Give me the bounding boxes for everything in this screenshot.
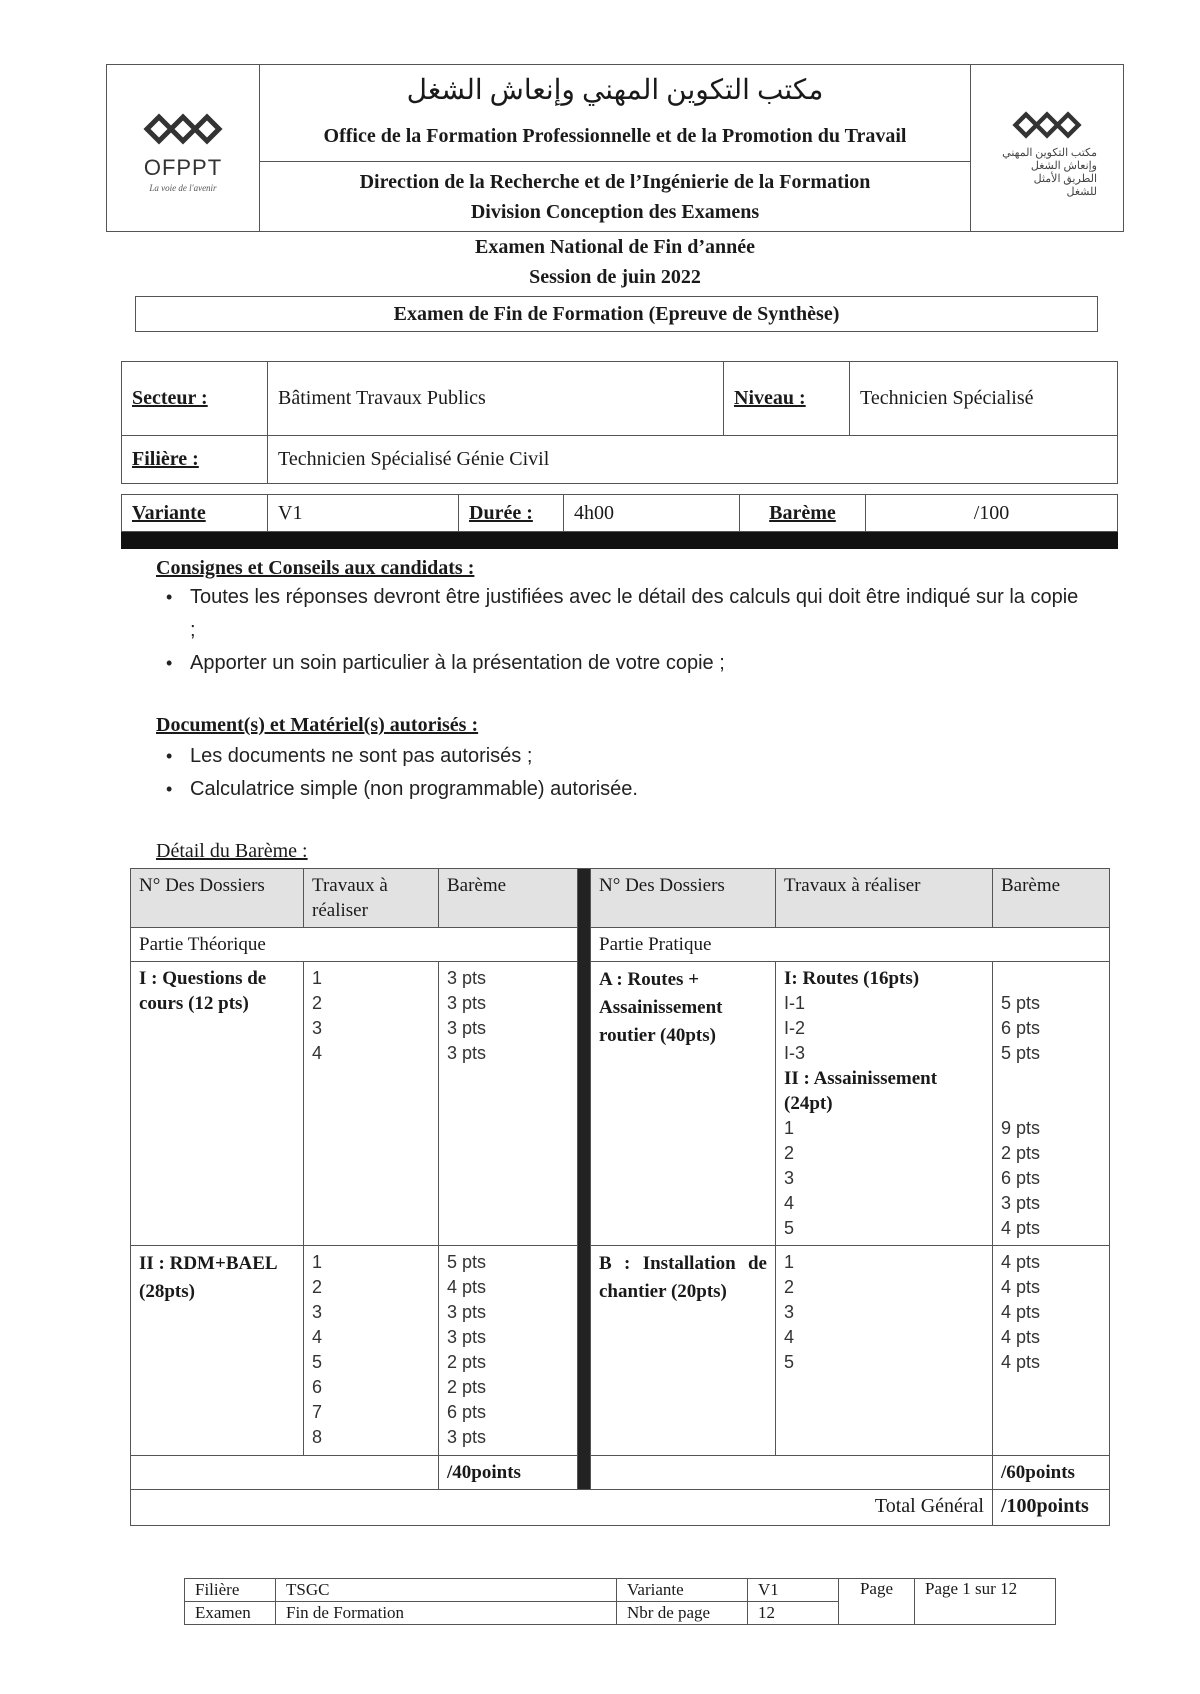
- header-block: [106, 64, 1124, 232]
- list-item: • Apporter un soin particulier à la présentation de votre copie ;: [156, 647, 1086, 680]
- footer-variante-value: V1: [748, 1579, 839, 1602]
- duree-label: Durée :: [469, 501, 533, 524]
- secteur-label: Secteur :: [132, 387, 208, 409]
- header-dossiers-right: N° Des Dossiers: [591, 869, 776, 928]
- list-item: • Toutes les réponses devront être justifiées avec le détail des calculs qui doit être indiqué sur la copie ;: [156, 581, 1086, 647]
- section-b-label: B : Installation de chantier (20pts): [591, 1246, 776, 1456]
- duree-value: 4h00: [564, 495, 740, 532]
- right-logo-arabic: مكتب التكوين المهني وإنعاش الشغل الطريق الأمثل للشغل: [1002, 147, 1097, 198]
- direction-title: Direction de la Recherche et de l’Ingénierie de la Formation: [359, 171, 871, 193]
- exam-session: Session de juin 2022: [529, 266, 701, 288]
- total-right: /60points: [993, 1456, 1110, 1490]
- footer-page-value: Page 1 sur 12: [915, 1579, 1056, 1625]
- ofppt-mark-icon: [107, 111, 259, 152]
- section-a-items: I: Routes (16pts) I-1 I-2 I-3 II : Assainissement (24pt) 1 2 3 4 5: [776, 962, 993, 1246]
- secteur-value: Bâtiment Travaux Publics: [268, 362, 724, 436]
- consignes-list: [156, 581, 1086, 680]
- q1-label: I : Questions de cours (12 pts): [131, 962, 304, 1246]
- total-left: /40points: [439, 1456, 578, 1490]
- ofppt-logo-left: [107, 65, 260, 231]
- list-item: • Les documents ne sont pas autorisés ;: [156, 740, 1086, 773]
- ofppt-logo-text: OFPPT: [143, 155, 223, 180]
- ofppt-mark-right-icon: [971, 109, 1123, 146]
- q1-points: 3 pts 3 pts 3 pts 3 pts: [439, 962, 578, 1246]
- documents-title: Document(s) et Matériel(s) autorisés :: [156, 714, 479, 736]
- header-bareme-right: Barème: [993, 869, 1110, 928]
- section-b-items: 1 2 3 4 5: [776, 1246, 993, 1456]
- arabic-title: مكتب التكوين المهني وإنعاش الشغل: [406, 75, 824, 106]
- separator-bar: [121, 532, 1118, 549]
- bareme-value: /100: [866, 495, 1118, 532]
- variante-value: V1: [268, 495, 459, 532]
- footer-nbr-label: Nbr de page: [617, 1602, 748, 1625]
- q2-items: 1 2 3 4 5 6 7 8: [304, 1246, 439, 1456]
- partie-theorique: Partie Théorique: [131, 928, 578, 962]
- total-general-value: /100points: [993, 1490, 1110, 1526]
- bareme-table: [130, 868, 1110, 1526]
- exam-type-box: Examen de Fin de Formation (Epreuve de Synthèse): [135, 296, 1098, 332]
- section-b-points: 4 pts 4 pts 4 pts 4 pts 4 pts: [993, 1246, 1110, 1456]
- variante-label: Variante: [132, 501, 206, 524]
- header-travaux-right: Travaux à réaliser: [776, 869, 993, 928]
- bareme-label: Barème: [769, 501, 836, 524]
- niveau-label: Niveau :: [734, 387, 806, 409]
- footer-examen-label: Examen: [185, 1602, 276, 1625]
- q2-points: 5 pts 4 pts 3 pts 3 pts 2 pts 2 pts 6 pts 3 pts: [439, 1246, 578, 1456]
- header-dossiers-left: N° Des Dossiers: [131, 869, 304, 928]
- filiere-label: Filière :: [132, 448, 199, 470]
- office-title: Office de la Formation Professionnelle et de la Promotion du Travail: [323, 125, 907, 147]
- documents-list: [156, 740, 1086, 806]
- ofppt-logo-right: [970, 65, 1123, 231]
- division-title: Division Conception des Examens: [470, 201, 760, 223]
- column-divider: [578, 869, 591, 1490]
- footer-nbr-value: 12: [748, 1602, 839, 1625]
- footer-filiere-value: TSGC: [276, 1579, 617, 1602]
- exam-title: Examen National de Fin d’année: [474, 236, 756, 258]
- footer-variante-label: Variante: [617, 1579, 748, 1602]
- header-bareme-left: Barème: [439, 869, 578, 928]
- filiere-value: Technicien Spécialisé Génie Civil: [268, 436, 1118, 484]
- q1-items: 1 2 3 4: [304, 962, 439, 1246]
- exam-info-table: [121, 361, 1118, 484]
- list-item: • Calculatrice simple (non programmable) autorisée.: [156, 773, 1086, 806]
- header-titles: [260, 65, 970, 231]
- q2-label: II : RDM+BAEL (28pts): [131, 1246, 304, 1456]
- section-a-points: 5 pts 6 pts 5 pts 9 pts 2 pts 6 pts 3 pts 4 pts: [993, 962, 1110, 1246]
- footer-examen-value: Fin de Formation: [276, 1602, 617, 1625]
- footer-filiere-label: Filière: [185, 1579, 276, 1602]
- bareme-detail-title: Détail du Barème :: [156, 840, 308, 862]
- footer-table: [184, 1578, 1056, 1625]
- footer-page-label: Page: [839, 1579, 915, 1625]
- consignes-title: Consignes et Conseils aux candidats :: [156, 557, 475, 579]
- niveau-value: Technicien Spécialisé: [850, 362, 1118, 436]
- total-general-label: Total Général: [131, 1490, 993, 1526]
- header-travaux-left: Travaux à réaliser: [304, 869, 439, 928]
- variante-table: [121, 494, 1118, 532]
- partie-pratique: Partie Pratique: [591, 928, 1110, 962]
- section-a-label: A : Routes + Assainissement routier (40pts): [591, 962, 776, 1246]
- ofppt-tagline: La voie de l'avenir: [149, 183, 217, 193]
